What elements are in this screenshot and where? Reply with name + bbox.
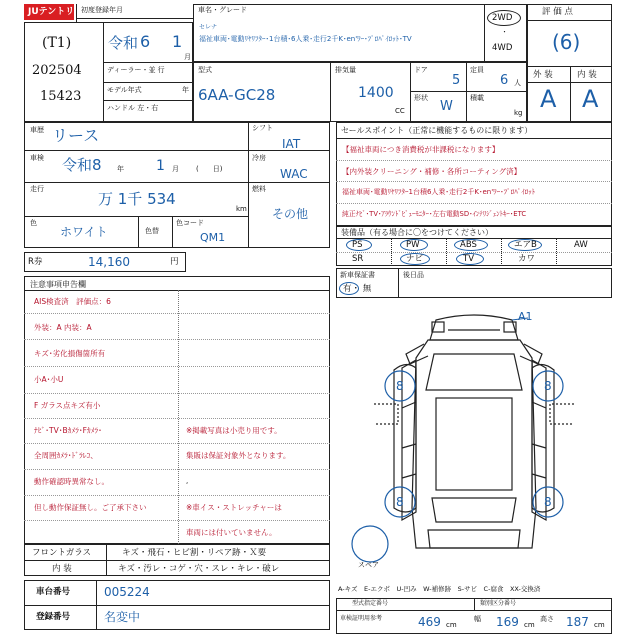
shape-value: W [440,99,453,114]
note-right-4: 車両には付いていません。 [186,528,277,537]
height-value: 187 [566,615,589,629]
history-value: リース [52,126,100,145]
score-exterior: A [540,85,557,113]
color-code: QM1 [200,231,226,244]
displacement-value: 1400 [358,85,394,101]
reg-era: 令和 [108,34,139,52]
tire-rear-left: 8 [396,495,404,509]
equip-abs: ABS [460,240,477,250]
code-t1: (T1) [42,35,72,51]
tire-front-left: 8 [396,379,404,393]
equip-leather: カワ [518,254,536,264]
sales-point-1: 【福祉車両につき消費税が非課税になります】 [342,145,500,154]
drive-2wd: 2WD [492,13,513,23]
recycle-value: 14,160 [88,255,130,269]
note-right-3: ※車イス・ストレッチャーは [186,503,282,512]
interior-options: キズ・汚レ・コゲ・穴・スレ・キレ・破レ [118,564,280,574]
note-line-9: 但し動作保証無し。ご了承下さい [34,503,147,512]
tire-rear-right: 8 [544,495,552,509]
first-reg-label: 初度登録年月 [81,6,123,14]
note-line-1: AIS検査済 評価点：6 [34,297,111,306]
registration-number: 名変中 [104,610,141,624]
color-value: ホワイト [60,225,108,239]
vehicle-damage-diagram [336,298,612,588]
shaken-year: 令和8 [62,156,102,174]
sales-point-2: 【内外装クリーニング・補修・各所コーティング済】 [342,167,522,176]
note-right-2: 集販は保証対象外となります。 [186,451,291,460]
note-line-3: キズ･劣化損傷箇所有 [34,349,106,358]
sales-point-3: 福祉車両･電動ﾘﾔﾘﾌﾀｰ1台積6人乗･走行2千K･en'ﾜｰ･ﾌﾟﾛﾊﾟｲﾛｯﾄ [342,188,536,196]
ac-value: WAC [280,167,308,181]
type-value: 6AA-GC28 [198,86,276,104]
sales-point-4: 純正ﾅﾋﾞ･TV･ｱﾗｳﾝﾄﾞﾋﾞｭｰﾓﾆﾀｰ･左右電動SD･ｲﾝﾃﾘｼﾞｪﾝﾄｷｰ･ETC [342,210,527,218]
capacity-value: 6 [500,73,509,88]
equip-navi: ナビ [406,254,424,264]
door-value: 5 [452,73,461,88]
shaken-month: 1 [156,158,165,174]
note-line-2: 外装：A 内装：A [34,323,92,332]
length-value: 469 [418,615,441,629]
drive-4wd: 4WD [492,43,513,53]
code-1: 202504 [32,63,82,78]
chassis-number: 005224 [104,585,150,599]
front-glass-options: キズ・飛石・ヒビ割・リペア跡・Ｘ要 [122,548,267,558]
warranty-value: 有・ 無 [343,284,372,294]
width-value: 169 [496,615,519,629]
note-line-6: ﾅﾋﾞ･TV･Bｶﾒﾗ･Fｶﾒﾗ･ [34,426,102,435]
logo: JUテントリ [24,4,74,20]
equip-tv: TV [463,254,475,264]
fuel-value: その他 [272,207,309,221]
equip-airbag: エアB [514,240,537,250]
shift-value: IAT [282,137,301,151]
score-interior: A [582,85,599,113]
warranty-box [336,268,612,298]
note-line-7: 全周囲ｶﾒﾗ･ﾄﾞﾗﾚｺ、 [34,451,98,460]
vehicle-name: セレナ [199,24,218,31]
reg-month: 1 [172,32,183,51]
equip-aw: AW [574,240,588,250]
equip-pw: PW [406,240,420,250]
equip-ps: PS [352,240,363,250]
tire-front-right: 8 [544,379,552,393]
equip-sr: SR [352,254,364,264]
damage-legend: A-キズ E-エクボ U-凹み W-補修跡 S-サビ C-腐食 XX-交換済 [338,585,541,593]
note-right-1: ※掲載写真は小売り用です。 [186,426,282,435]
reg-year: 6 [140,32,151,51]
score-value: (6) [552,30,581,54]
note-line-8: 動作確認時異常なし。 [34,477,109,486]
vehicle-grade: 福祉車両･電動ﾘﾔﾘﾌﾀｰ･1台積･6人乗･走行2千K･en'ﾜｰ･ﾌﾟﾛﾊﾟｲﾛｯﾄ･TV [199,35,412,43]
code-2: 15423 [40,89,82,104]
note-line-4: 小A･小U [34,375,64,384]
spare-label: スペア [358,561,379,569]
damage-mark-a1: A1 [518,310,533,323]
note-line-5: F ガラス点キズ有小 [34,401,101,410]
mileage-value: 万 1千 534 [98,190,176,208]
